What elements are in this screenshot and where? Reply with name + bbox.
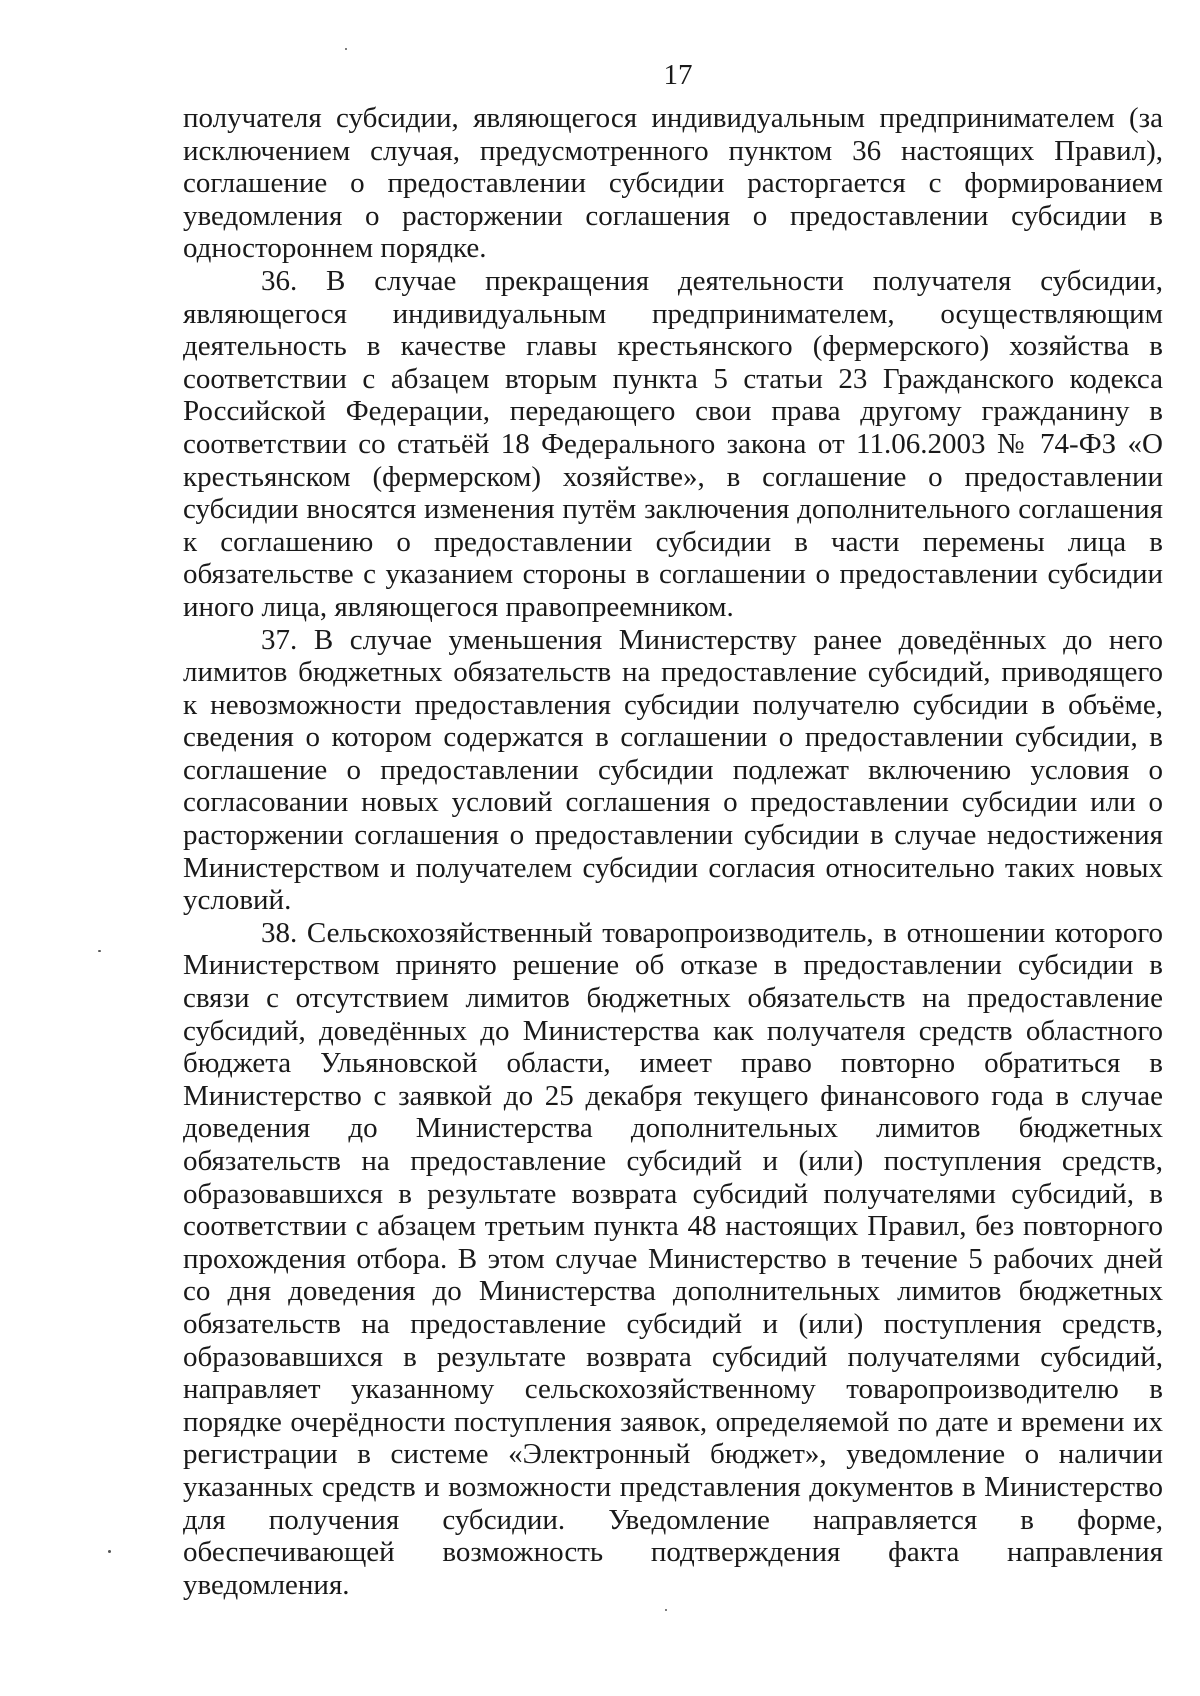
scan-speck — [345, 48, 347, 50]
scan-speck — [98, 950, 101, 952]
document-body — [183, 102, 1163, 1601]
paragraph-continuation: получателя субсидии, являющегося индивидуальным предпринимателем (за исключением случая, предусмотренного пунктом 36 настоящих Правил), соглашение о предоставлении субсидии расторгается с формированием уведомления о расторжении соглашения о предоставлении субсидии в одностороннем порядке. — [183, 102, 1163, 265]
paragraph-item-37: 37. В случае уменьшения Министерству ранее доведённых до него лимитов бюджетных обязательств на предоставление субсидий, приводящего к невозможности предоставления субсидии получателю субсидии в объёме, сведения о котором содержатся в соглашении о предоставлении субсидии, в соглашение о предоставлении субсидии подлежат включению условия о согласовании новых условий соглашения о предоставлении субсидии или о расторжении соглашения о предоставлении субсидии в случае недостижения Министерством и получателем субсидии согласия относительно таких новых условий. — [183, 623, 1163, 917]
page-number: 17 — [663, 59, 693, 91]
paragraph-item-36: 36. В случае прекращения деятельности получателя субсидии, являющегося индивидуальным предпринимателем, осуществляющим деятельность в качестве главы крестьянского (фермерского) хозяйства в соответствии с абзацем вторым пункта 5 статьи 23 Гражданского кодекса Российской Федерации, передающего свои права другому гражданину в соответствии со статьёй 18 Федерального закона от 11.06.2003 № 74-ФЗ «О крестьянском (фермерском) хозяйстве», в соглашение о предоставлении субсидии вносятся изменения путём заключения дополнительного соглашения к соглашению о предоставлении субсидии в части перемены лица в обязательстве с указанием стороны в соглашении о предоставлении субсидии иного лица, являющегося правопреемником. — [183, 264, 1163, 623]
scan-speck — [108, 1550, 111, 1553]
paragraph-item-38: 38. Сельскохозяйственный товаропроизводитель, в отношении которого Министерством принято решение об отказе в предоставлении субсидии в связи с отсутствием лимитов бюджетных обязательств на предоставление субсидий, доведённых до Министерства как получателя средств областного бюджета Ульяновской области, имеет право повторно обратиться в Министерство с заявкой до 25 декабря текущего финансового года в случае доведения до Министерства дополнительных лимитов бюджетных обязательств на предоставление субсидий и (или) поступления средств, образовавшихся в результате возврата субсидий получателями субсидий, в соответствии с абзацем третьим пункта 48 настоящих Правил, без повторного прохождения отбора. В этом случае Министерство в течение 5 рабочих дней со дня доведения до Министерства дополнительных лимитов бюджетных обязательств на предоставление субсидий и (или) поступления средств, образовавшихся в результате возврата субсидий получателями субсидий, направляет указанному сельскохозяйственному товаропроизводителю в порядке очерёдности поступления заявок, определяемой по дате и времени их регистрации в системе «Электронный бюджет», уведомление о наличии указанных средств и возможности представления документов в Министерство для получения субсидии. Уведомление направляется в форме, обеспечивающей возможность подтверждения факта направления уведомления. — [183, 916, 1163, 1601]
scan-speck — [665, 1609, 667, 1611]
